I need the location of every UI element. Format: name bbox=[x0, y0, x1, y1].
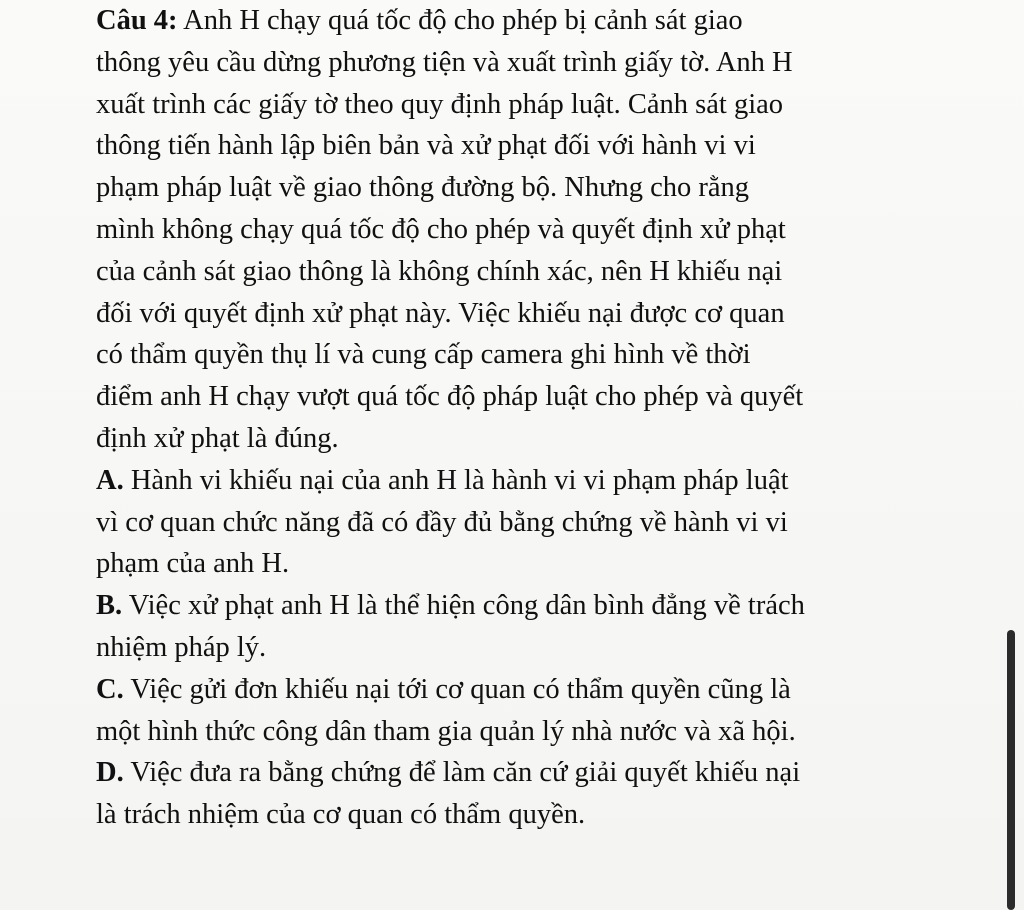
option-label: D. bbox=[96, 757, 124, 789]
option-text: Việc xử phạt anh H là thể hiện công dân bình đẳng về trách bbox=[122, 590, 805, 622]
question-line: định xử phạt là đúng. bbox=[96, 422, 339, 454]
option-line: nhiệm pháp lý. bbox=[96, 631, 267, 663]
option-line bbox=[96, 669, 996, 711]
question-line bbox=[96, 0, 996, 42]
option-text: Hành vi khiếu nại của anh H là hành vi vi phạm pháp luật bbox=[123, 464, 789, 496]
option-label: C. bbox=[96, 673, 124, 705]
option-line: một hình thức công dân tham gia quản lý nhà nước và xã hội. bbox=[96, 715, 796, 747]
option-d bbox=[96, 752, 996, 836]
option-line bbox=[96, 752, 996, 794]
vertical-scrollbar[interactable] bbox=[1007, 630, 1015, 910]
question-line: có thẩm quyền thụ lí và cung cấp camera ghi hình về thời bbox=[96, 339, 751, 371]
option-line: là trách nhiệm của cơ quan có thẩm quyền. bbox=[96, 799, 586, 831]
option-line: vì cơ quan chức năng đã có đầy đủ bằng chứng về hành vi vi bbox=[96, 506, 788, 538]
option-c bbox=[96, 669, 996, 753]
question-line: phạm pháp luật về giao thông đường bộ. Nhưng cho rằng bbox=[96, 172, 750, 204]
option-label: B. bbox=[96, 590, 123, 622]
option-label: A. bbox=[96, 464, 124, 496]
option-text: Việc đưa ra bằng chứng để làm căn cứ giải quyết khiếu nại bbox=[123, 757, 801, 789]
question-line: thông yêu cầu dừng phương tiện và xuất trình giấy tờ. Anh H bbox=[96, 46, 793, 78]
option-line: phạm của anh H. bbox=[96, 548, 290, 580]
question-text: Anh H chạy quá tốc độ cho phép bị cảnh sát giao bbox=[177, 5, 743, 36]
option-line bbox=[96, 460, 996, 502]
question-line: điểm anh H chạy vượt quá tốc độ pháp luật cho phép và quyết bbox=[96, 381, 804, 413]
option-b bbox=[96, 585, 996, 669]
question-line: đối với quyết định xử phạt này. Việc khiếu nại được cơ quan bbox=[96, 297, 785, 329]
question-line: của cảnh sát giao thông là không chính xác, nên H khiếu nại bbox=[96, 255, 783, 287]
option-text: Việc gửi đơn khiếu nại tới cơ quan có thẩm quyền cũng là bbox=[123, 673, 791, 705]
option-line bbox=[96, 585, 996, 627]
option-a bbox=[96, 460, 996, 585]
question-line: xuất trình các giấy tờ theo quy định pháp luật. Cảnh sát giao bbox=[96, 88, 784, 120]
question-line: mình không chạy quá tốc độ cho phép và quyết định xử phạt bbox=[96, 213, 786, 245]
question-line: thông tiến hành lập biên bản và xử phạt đối với hành vi vi bbox=[96, 130, 756, 162]
question-label: Câu 4: bbox=[96, 5, 178, 36]
question-block bbox=[96, 0, 996, 836]
